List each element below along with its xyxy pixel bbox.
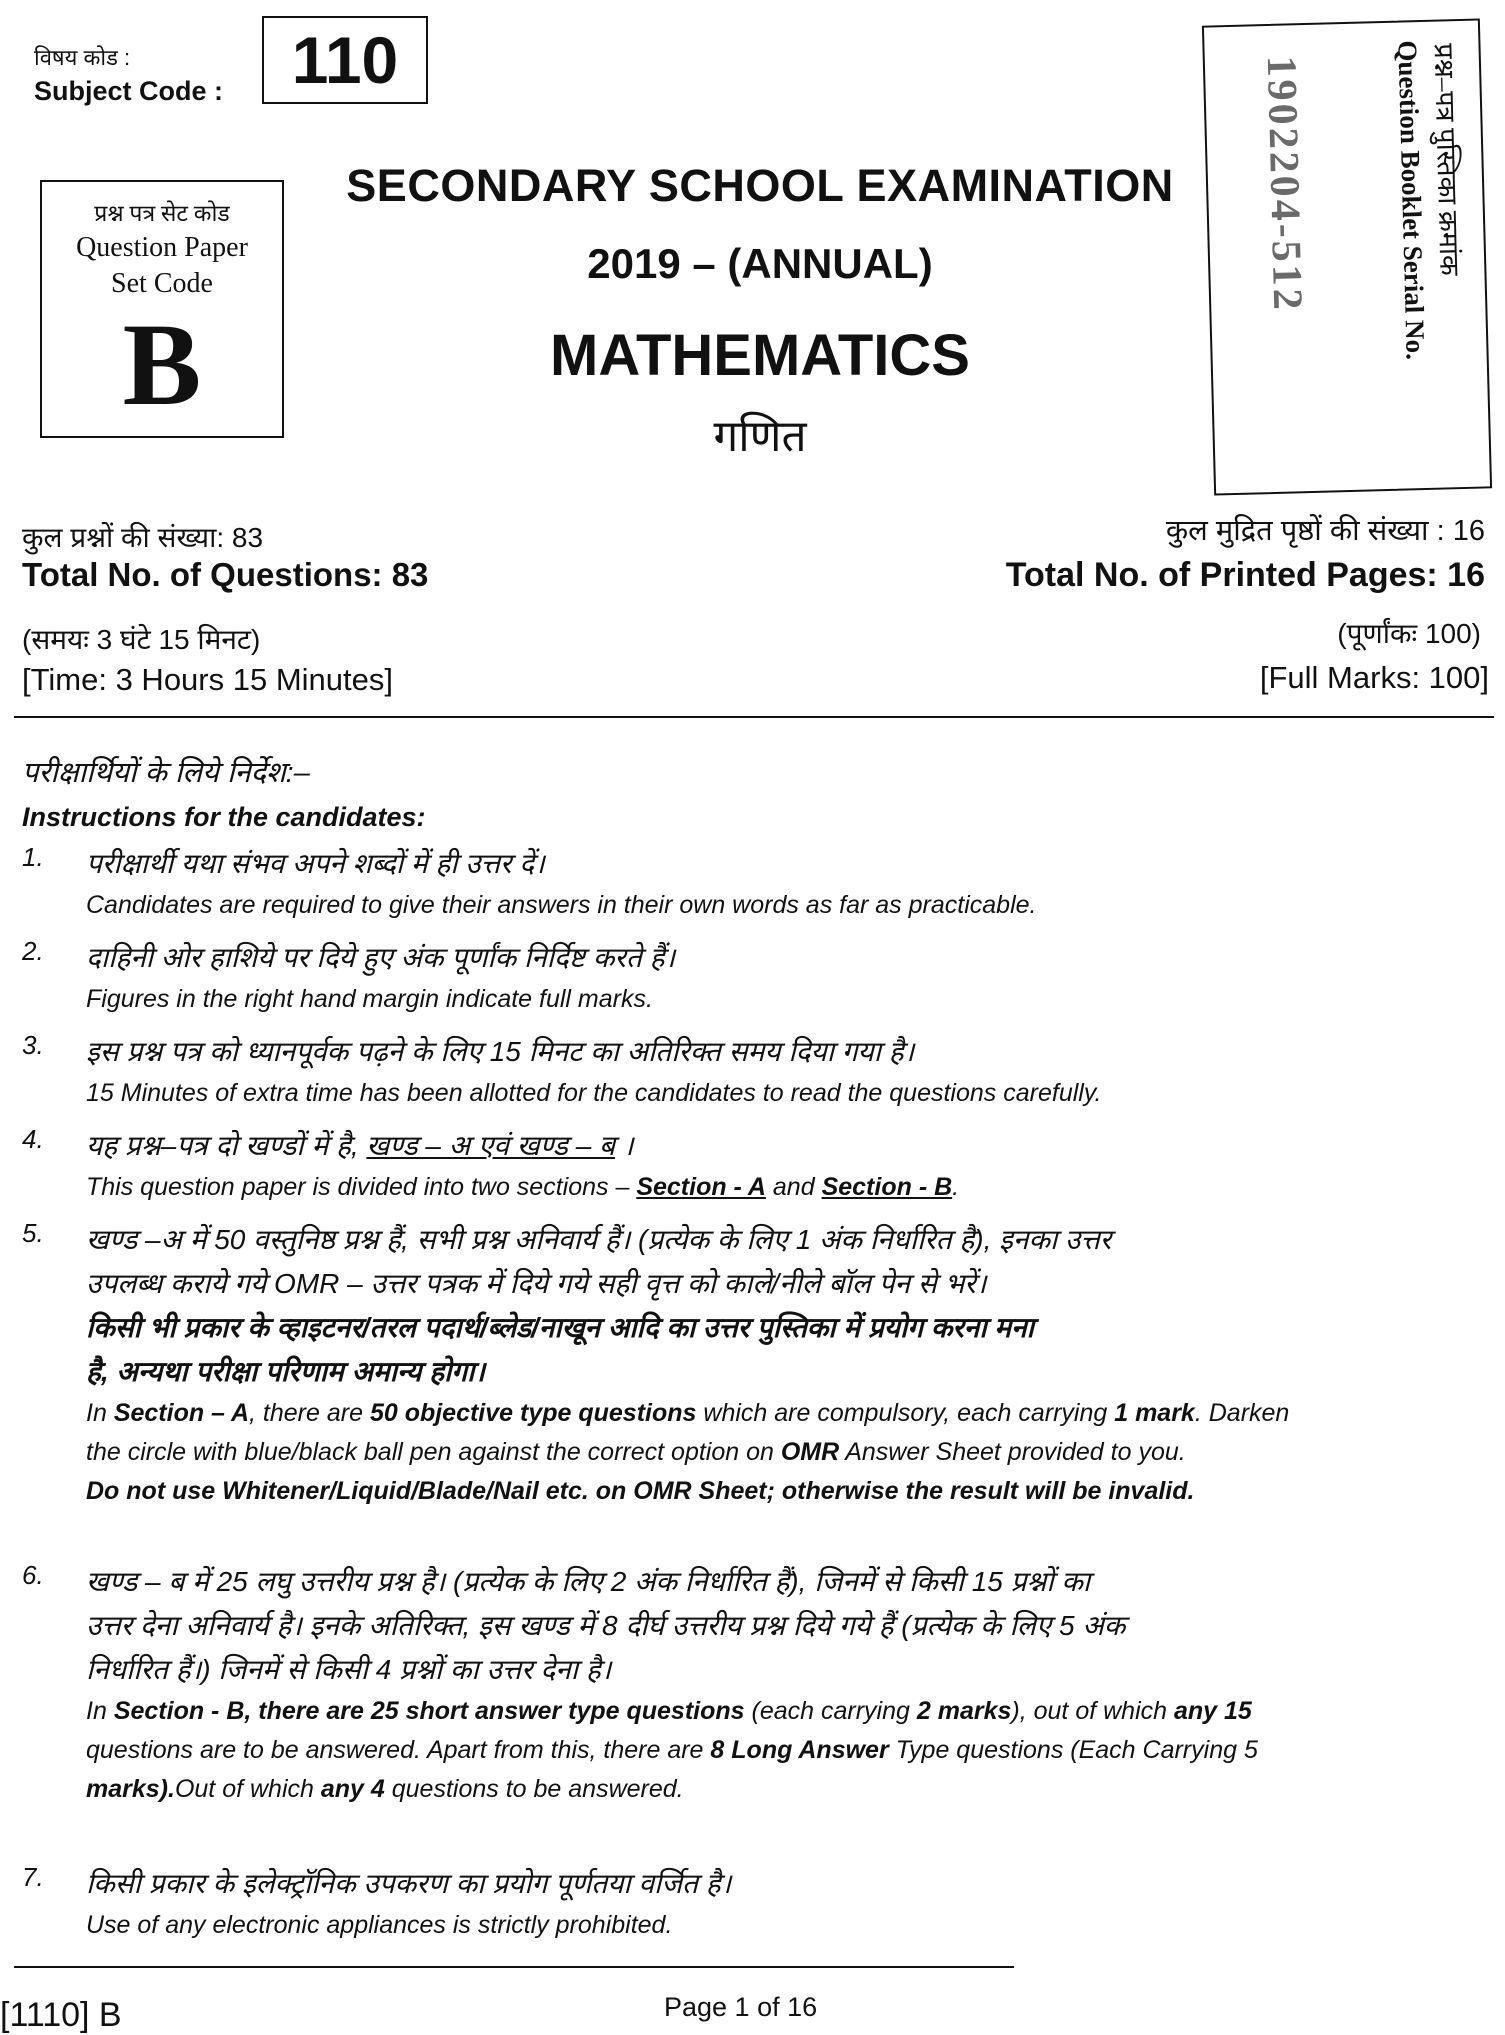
instruction-number: 6. xyxy=(22,1560,44,1590)
section-a-label: Section - A xyxy=(636,1173,766,1201)
instruction-hindi-line: उत्तर देना अनिवार्य है। इनके अतिरिक्त, इस खण्ड में 8 दीर्घ उत्तरीय प्रश्न दिये गये हैं (प्रत्येक के लिए 5 अंक xyxy=(86,1610,1126,1641)
instruction-item xyxy=(22,1218,1492,1511)
subject-title: MATHEMATICS xyxy=(550,323,970,388)
instruction-english-line xyxy=(86,1770,1492,1809)
page-number: Page 1 of 16 xyxy=(664,1992,818,2022)
instruction-number: 1. xyxy=(22,842,44,872)
instruction-item xyxy=(22,1862,1492,1945)
booklet-serial-box xyxy=(1202,18,1492,495)
instructions-heading-hindi: परीक्षार्थियों के लिये निर्देश:– xyxy=(22,757,310,789)
text-span: . Darken xyxy=(1194,1399,1290,1427)
text-span: marks). xyxy=(86,1775,175,1803)
serial-label: Question Booklet Serial No. xyxy=(1392,39,1431,361)
instruction-english-line xyxy=(86,1433,1492,1472)
total-pages-hindi: कुल मुद्रित पृष्ठों की संख्या : 16 xyxy=(1165,515,1485,547)
text-span: In xyxy=(86,1697,107,1725)
text-span: any 15 xyxy=(1174,1697,1252,1725)
text-span: This question paper is divided into two sections – xyxy=(86,1173,630,1201)
instruction-hindi-line: उपलब्ध कराये गये OMR – उत्तर पत्रक में दिये गये सही वृत्त को काले/नीले बॉल पेन से भरें। xyxy=(86,1268,987,1299)
section-b-label: Section - B xyxy=(821,1173,953,1201)
set-code-label-line2: Set Code xyxy=(111,268,213,299)
time-hindi: (समयः 3 घंटे 15 मिनट) xyxy=(22,624,261,655)
instruction-english-line xyxy=(86,1692,1492,1731)
instruction-hindi: परीक्षार्थी यथा संभव अपने शब्दों में ही उत्तर दें। xyxy=(86,848,545,879)
serial-label-hindi: प्रश्न–पत्र पुस्तिका क्रमांक xyxy=(1428,43,1465,276)
instruction-english: Use of any electronic appliances is strictly prohibited. xyxy=(86,1911,673,1939)
text-span: any 4 xyxy=(320,1775,385,1803)
set-code-label-hindi: प्रश्न पत्र सेट कोड xyxy=(94,201,230,226)
instructions-heading: Instructions for the candidates: xyxy=(22,802,426,832)
text-span: questions to be answered. xyxy=(391,1775,684,1803)
instruction-english-line xyxy=(86,1394,1492,1433)
instruction-english-line xyxy=(86,1731,1492,1770)
text-span: Type questions (Each Carrying 5 xyxy=(895,1736,1258,1764)
text-span: the circle with blue/black ball pen against the correct option on xyxy=(86,1438,774,1466)
subject-code-label-hindi: विषय कोड : xyxy=(34,45,131,70)
footer-divider xyxy=(14,1966,1014,1968)
instruction-english xyxy=(86,1168,1492,1207)
text-span: ), out of which xyxy=(1011,1697,1168,1725)
time: [Time: 3 Hours 15 Minutes] xyxy=(22,662,393,697)
text-span: (each carrying xyxy=(751,1697,910,1725)
instruction-hindi-line: किसी भी प्रकार के व्हाइटनर/तरल पदार्थ/ब्लेड/नाखून आदि का उत्तर पुस्तिका में प्रयोग करना मना xyxy=(86,1312,1034,1343)
text-span: यह प्रश्न–पत्र दो खण्डों में है, xyxy=(86,1130,359,1161)
instruction-number: 3. xyxy=(22,1030,44,1060)
text-span: 8 Long Answer xyxy=(710,1736,889,1764)
full-marks: [Full Marks: 100] xyxy=(1259,660,1489,695)
text-span: Answer Sheet provided to you. xyxy=(845,1438,1186,1466)
subject-code-label: Subject Code : xyxy=(34,76,224,106)
exam-year: 2019 – (ANNUAL) xyxy=(587,240,933,287)
instruction-number: 4. xyxy=(22,1124,44,1154)
total-questions-hindi: कुल प्रश्नों की संख्या: 83 xyxy=(22,522,264,553)
text-span: In xyxy=(86,1399,107,1427)
text-span: OMR xyxy=(780,1438,840,1466)
header-divider xyxy=(14,716,1494,718)
paper-code: [1110] B xyxy=(0,1996,122,2034)
instruction-hindi-line: है, अन्यथा परीक्षा परिणाम अमान्य होगा। xyxy=(86,1356,486,1387)
instruction-hindi xyxy=(86,1124,1492,1168)
exam-title: SECONDARY SCHOOL EXAMINATION xyxy=(346,160,1174,211)
instruction-number: 7. xyxy=(22,1862,44,1892)
subject-title-hindi: गणित xyxy=(713,412,807,461)
text-span: Section – A xyxy=(113,1399,250,1427)
instruction-english: Figures in the right hand margin indicate full marks. xyxy=(86,985,653,1013)
instruction-item xyxy=(22,1124,1492,1207)
instruction-english-line: Do not use Whitener/Liquid/Blade/Nail etc. on OMR Sheet; otherwise the result will be invalid. xyxy=(86,1477,1195,1505)
instruction-english: Candidates are required to give their answers in their own words as far as practicable. xyxy=(86,891,1037,919)
total-questions: Total No. of Questions: 83 xyxy=(22,556,429,593)
text-span: questions are to be answered. Apart from this, there are xyxy=(86,1736,704,1764)
text-span: 1 mark xyxy=(1114,1399,1195,1427)
set-code-label-line1: Question Paper xyxy=(76,232,248,263)
text-span: and xyxy=(772,1173,815,1201)
text-span: . xyxy=(952,1173,960,1201)
instruction-item xyxy=(22,936,1492,1019)
text-span: Section - B, there are 25 short answer type questions xyxy=(113,1697,745,1725)
text-span: Out of which xyxy=(174,1775,314,1803)
instruction-hindi-line: खण्ड – ब में 25 लघु उत्तरीय प्रश्न है। (प्रत्येक के लिए 2 अंक निर्धारित हैं), जिनमें से किसी 15 प्रश्नों का xyxy=(86,1566,1091,1597)
total-pages: Total No. of Printed Pages: 16 xyxy=(1005,556,1485,594)
text-span: which are compulsory, each carrying xyxy=(703,1399,1108,1427)
text-span: , there are xyxy=(249,1399,363,1427)
set-code-box xyxy=(40,180,284,438)
subject-code-box: 110 xyxy=(262,16,428,104)
instruction-hindi-line: खण्ड –अ में 50 वस्तुनिष्ठ प्रश्न हैं, सभी प्रश्न अनिवार्य हैं। (प्रत्येक के लिए 1 अंक निर्धारित है), इनका उत्तर xyxy=(86,1224,1112,1255)
sections-hindi: खण्ड – अ एवं खण्ड – ब xyxy=(366,1130,616,1161)
instruction-english: 15 Minutes of extra time has been allotted for the candidates to read the questions carefully. xyxy=(86,1079,1102,1107)
instruction-number: 2. xyxy=(22,936,44,966)
instruction-item xyxy=(22,842,1492,925)
instruction-item xyxy=(22,1030,1492,1113)
set-code-letter: B xyxy=(122,299,202,430)
serial-number-stamp: 1902204-512 xyxy=(1257,55,1311,314)
full-marks-hindi: (पूर्णांकः 100) xyxy=(1337,618,1481,649)
instruction-hindi-line: निर्धारित हैं।) जिनमें से किसी 4 प्रश्नों का उत्तर देना है। xyxy=(86,1654,612,1685)
text-span: । xyxy=(622,1130,634,1161)
instruction-item xyxy=(22,1560,1492,1809)
instruction-number: 5. xyxy=(22,1218,44,1248)
instruction-hindi: इस प्रश्न पत्र को ध्यानपूर्वक पढ़ने के लिए 15 मिनट का अतिरिक्त समय दिया गया है। xyxy=(86,1036,915,1067)
instruction-hindi: दाहिनी ओर हाशिये पर दिये हुए अंक पूर्णांक निर्दिष्ट करते हैं। xyxy=(86,942,676,973)
instruction-hindi: किसी प्रकार के इलेक्ट्रॉनिक उपकरण का प्रयोग पूर्णतया वर्जित है। xyxy=(86,1868,732,1899)
text-span: 50 objective type questions xyxy=(369,1399,697,1427)
text-span: 2 marks xyxy=(916,1697,1012,1725)
